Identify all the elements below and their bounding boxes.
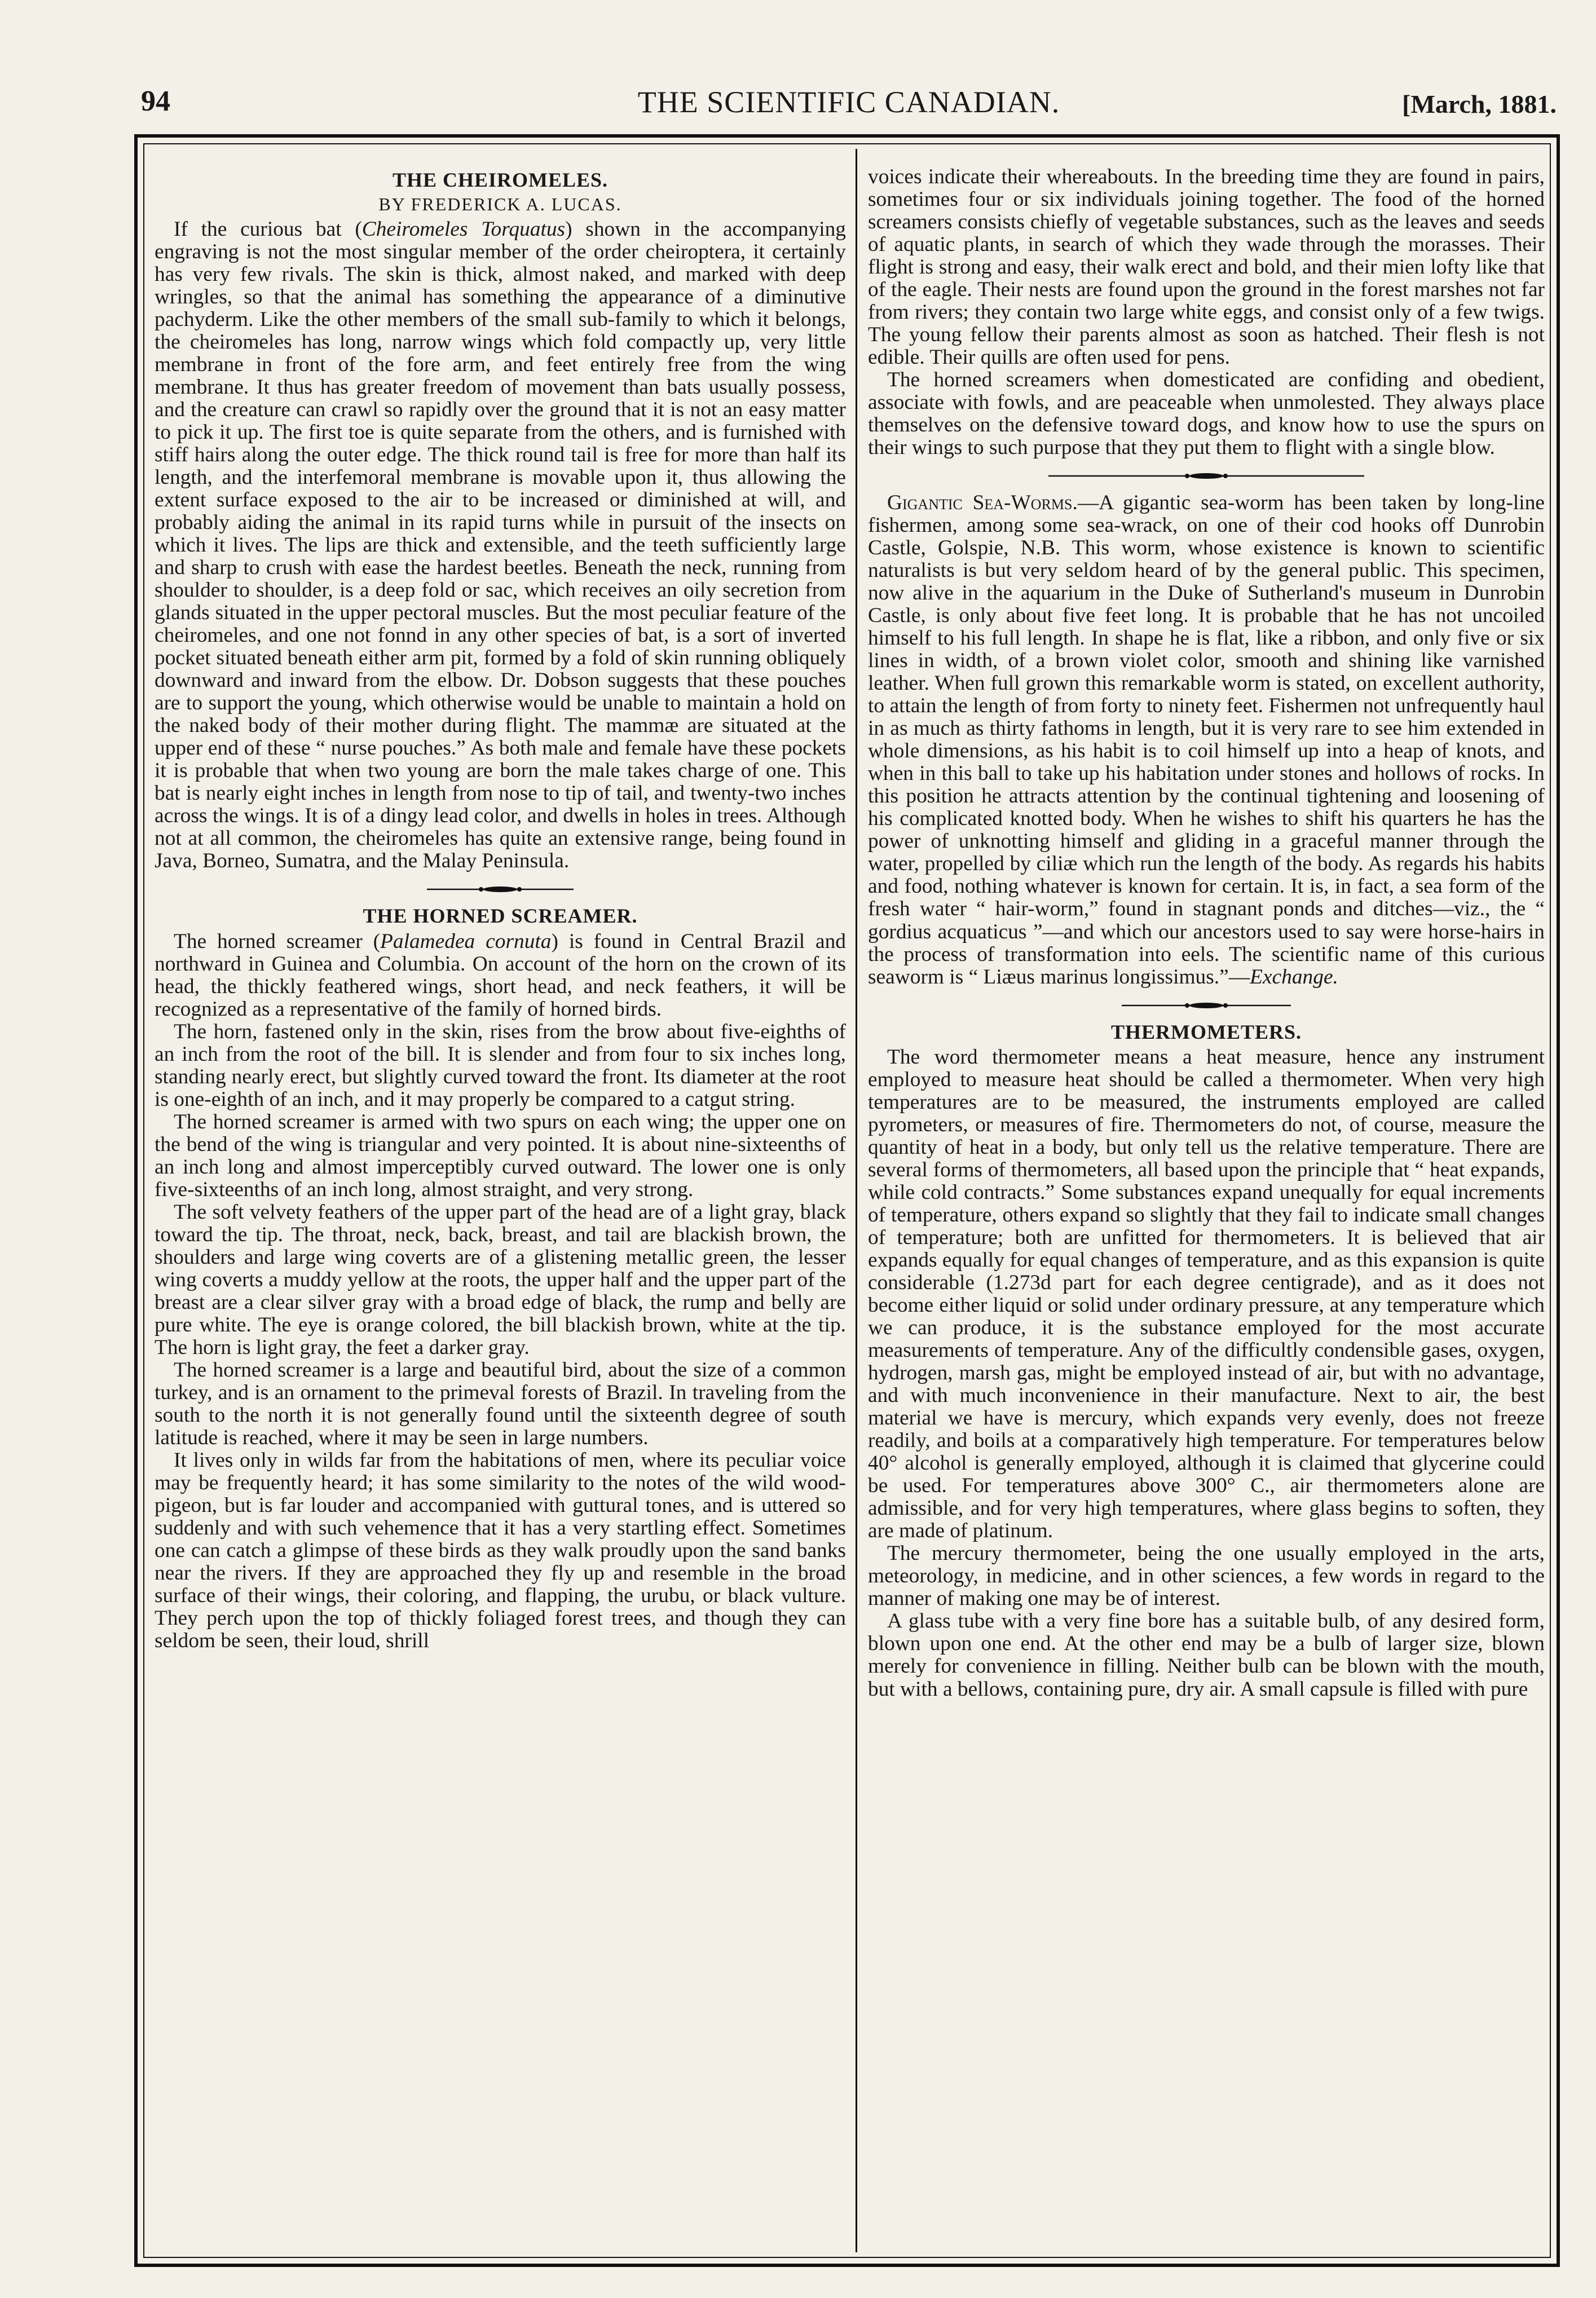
thermometers-paragraph: The word thermometer means a heat measure, hence any instrument employed to measure heat should be called a thermometer. When very high temperatures are to be measured, the instruments employed are called pyrometers, or measures of fire. Thermometers do not, of course, measure the quantity of heat in a body, but only tell us the relative temperature. There are several forms of thermometers, all based upon the principle that “ heat expands, while cold contracts.” Some substances expand unequally for equal increments of temperature, others expand so slightly that they fail to indicate small changes of temperature; both are unfitted for thermometers. It is believed that air expands equally for equal changes of temperature, and as this expansion is quite considerable (1.273d part for each degree centigrade), and as it does not become either liquid or solid under ordinary pressure, at any temperature which we can produce, it is the substance employed for the most accurate measurements of temperature. Any of the difficultly condensible gases, oxygen, hydrogen, marsh gas, might be employed instead of air, but with no advantage, and with much inconvenience in their manufacture. Next to air, the best material we have is mercury, which expands very evenly, does not freeze readily, and boils at a comparatively high temperature. For temperatures below 40° alcohol is generally employed, although it is claimed that glycerine could be used. For temperatures above 300° C., air thermometers alone are admissible, and for very high temperatures, where glass begins to soften, they are made of platinum. bbox=[868, 1046, 1545, 1543]
text-run: —A gigantic sea-worm has been taken by long-line fishermen, among some sea-wrack, on one of their cod hooks off Dunrobin Castle, Golspie, N.B. This worm, whose existence is known to scientific naturalists is but very seldom heard of by the general public. This specimen, now alive in the aquarium in the Duke of Sutherland's museum in Dunrobin Castle, is only about five feet long. It is probable that he has not uncoiled himself to his full length. In shape he is flat, like a ribbon, and only five or six lines in width, of a brown violet color, smooth and shining like varnished leather. When full grown this remarkable worm is stated, on excellent authority, to attain the length of from forty to ninety feet. Fishermen not unfrequently haul in as much as thirty fathoms in length, but it is very rare to see him extended in whole dimensions, as his habit is to coil himself up into a heap of knots, and when in this ball to take up his habitation under stones and hollows of rocks. In this position he attracts attention by the continual tightening and loosening of his complicated knotted body. When he wishes to shift his quarters he has the power of unknotting himself and gliding in a graceful manner through the water, propelled by ciliæ which run the length of the body. As regards his habits and food, nothing whatever is known for certain. It is, in fact, a sea form of the fresh water “ hair-worm,” found in stagnant ponds and ditches—viz., the “ gordius acquaticus ”—and which our ancestors used to say were horse-hairs in the process of transformation into eels. The scientific name of this curious seaworm is “ Liæus marinus longissimus.”— bbox=[868, 491, 1545, 989]
horned-screamer-title: THE HORNED SCREAMER. bbox=[363, 905, 638, 928]
text-run: ) is found in Central Brazil and northward in Guinea and Columbia. On account of the horn on the crown of its head, the thickly feathered wings, short head, and neck feathers, it will be recognized as a representative of the family of horned birds. bbox=[155, 929, 846, 1021]
text-run: The horned screamer ( bbox=[174, 929, 381, 953]
horned-screamer-paragraph: The horned screamers when domesticated are confiding and obedient, associate with fowls, and are peaceable when unmolested. They always place themselves on the defensive toward dogs, and know how to use the spurs on their wings to such purpose that they put them to flight with a single blow. bbox=[868, 368, 1545, 460]
journal-title: THE SCIENTIFIC CANADIAN. bbox=[637, 85, 1060, 119]
text-run: ) shown in the accompanying engraving is not the most singular member of the order cheiroptera, it certainly has very few rivals. The skin is thick, almost naked, and marked with deep wringles, so that the animal has something the appearance of a diminutive pachyderm. Like the other members of the small sub-family to which it belongs, the cheiromeles has long, narrow wings which fold compactly up, very little membrane in front of the fore arm, and feet entirely free from the wing membrane. It thus has greater freedom of movement than bats usually possess, and the creature can crawl so rapidly over the ground that it is not an easy matter to pick it up. The first toe is quite separate from the others, and is furnished with stiff hairs along the outer edge. The thick round tail is free for more than half its length, and the interfemoral membrane is movable upon it, thus allowing the extent surface exposed to the air to be increased or diminished at will, and probably aiding the animal in its rapid turns while in pursuit of the insects on which it lives. The lips are thick and extensible, and the teeth sufficiently large and sharp to crush with ease the hardest beetles. Beneath the neck, running from shoulder to shoulder, is a deep fold or sac, which receives an oily secretion from glands situated in the upper pectoral muscles. But the most peculiar feature of the cheiromeles, and one not fonnd in any other species of bat, is a sort of inverted pocket situated beneath either arm pit, formed by a fold of skin running obliquely downward and inward from the elbow. Dr. Dobson suggests that these pouches are to support the young, which otherwise would be unable to maintain a hold on the naked body of their mother during flight. The mammæ are situated at the upper end of these “ nurse pouches.” As both male and female have these pockets it is probable that when two young are born the male takes charge of one. This bat is nearly eight inches in length from nose to tip of tail, and twenty-two inches across the wings. It is of a dingy lead color, and dwells in holes in trees. Although not at all common, the cheiromeles has quite an extensive range, being found in Java, Borneo, Sumatra, and the Malay Peninsula. bbox=[155, 217, 846, 873]
horned-screamer-paragraph bbox=[155, 930, 846, 1021]
right-column bbox=[868, 166, 1545, 2243]
page-frame bbox=[134, 134, 1560, 2267]
left-column bbox=[155, 166, 846, 2243]
horned-screamer-paragraph-continued: voices indicate their whereabouts. In the breeding time they are found in pairs, sometimes four or six individuals joining together. The food of the horned screamers consists chiefly of vegetable substances, such as the leaves and seeds of aquatic plants, in search of which they wade through the morasses. Their flight is strong and easy, their walk erect and bold, and their mien lofty like that of the eagle. Their nests are found upon the ground in the forest marshes not far from rivers; they contain two large white eggs, and consist only of a few twigs. The young fellow their parents almost as soon as hatched. Their flesh is not edible. Their quills are often used for pens. bbox=[868, 166, 1545, 369]
thermometers-paragraph: A glass tube with a very fine bore has a suitable bulb, of any desired form, blown upon one end. At the other end may be a bulb of larger size, blown merely for convenience in filling. Neither bulb can be blown with the mouth, but with a bellows, containing pure, dry air. A small capsule is filled with pure bbox=[868, 1609, 1545, 1701]
section-ornament bbox=[1122, 1000, 1291, 1011]
issue-date: [March, 1881. bbox=[1402, 90, 1557, 118]
species-name: Cheiromeles Torquatus bbox=[361, 217, 566, 241]
thermometers-title: THERMOMETERS. bbox=[1110, 1020, 1302, 1043]
horned-screamer-paragraph: The horned screamer is armed with two spurs on each wing; the upper one on the bend of the wing is triangular and very pointed. It is about nine-sixteenths of an inch long and almost imperceptibly curved outward. The lower one is only five-sixteenths of an inch long, almost straight, and very strong. bbox=[155, 1110, 846, 1201]
sea-worms-paragraph bbox=[868, 492, 1545, 988]
horned-screamer-paragraph: The horned screamer is a large and beautiful bird, about the size of a common turkey, and is an ornament to the primeval forests of Brazil. In traveling from the south to the north it is not generally found until the sixteenth degree of south latitude is reached, where it may be seen in large numbers. bbox=[155, 1358, 846, 1450]
sea-worms-source: Exchange. bbox=[1250, 965, 1338, 989]
horned-screamer-paragraph: It lives only in wilds far from the habitations of men, where its peculiar voice may be frequently heard; it has some similarity to the notes of the wild wood-pigeon, but is far louder and accompanied with guttural tones, and is uttered so suddenly and with such vehemence that it has a very startling effect. Sometimes one can catch a glimpse of these birds as they walk proudly upon the sand banks near the rivers. If they are approached they fly up and resemble in the broad surface of their wings, their coloring, and flapping, the urubu, or black vulture. They perch upon the top of thickly foliaged forest trees, and though they can seldom be seen, their loud, shrill bbox=[155, 1449, 846, 1653]
page-number: 94 bbox=[141, 85, 170, 117]
running-head bbox=[141, 85, 1557, 124]
section-ornament bbox=[1048, 470, 1364, 482]
species-name: Palamedea cornuta bbox=[380, 929, 552, 953]
column-rule bbox=[856, 149, 857, 2252]
text-run: If the curious bat ( bbox=[174, 217, 362, 241]
section-ornament bbox=[427, 884, 574, 895]
cheiromeles-paragraph bbox=[155, 218, 846, 872]
horned-screamer-paragraph: The horn, fastened only in the skin, rises from the brow about five-eighths of an inch from the root of the bill. It is slender and from four to six inches long, standing nearly erect, but slightly curved toward the front. Its diameter at the root is one-eighth of an inch, and it may properly be compared to a catgut string. bbox=[155, 1020, 846, 1111]
cheiromeles-byline: BY FREDERICK A. LUCAS. bbox=[378, 193, 622, 214]
cheiromeles-title: THE CHEIROMELES. bbox=[392, 169, 609, 191]
sea-worms-lead: Gigantic Sea-Worms. bbox=[887, 491, 1078, 515]
thermometers-paragraph: The mercury thermometer, being the one usually employed in the arts, meteorology, in medicine, and in other sciences, a few words in regard to the manner of making one may be of interest. bbox=[868, 1542, 1545, 1611]
horned-screamer-paragraph: The soft velvety feathers of the upper part of the head are of a light gray, black toward the tip. The throat, neck, back, breast, and tail are blackish brown, the shoulders and large wing coverts are of a glistening metallic green, the lesser wing coverts a muddy yellow at the roots, the upper half and the upper part of the breast are a clear silver gray with a broad edge of black, the rump and belly are pure white. The eye is orange colored, the bill blackish brown, white at the tip. The horn is light gray, the feet a darker gray. bbox=[155, 1200, 846, 1359]
